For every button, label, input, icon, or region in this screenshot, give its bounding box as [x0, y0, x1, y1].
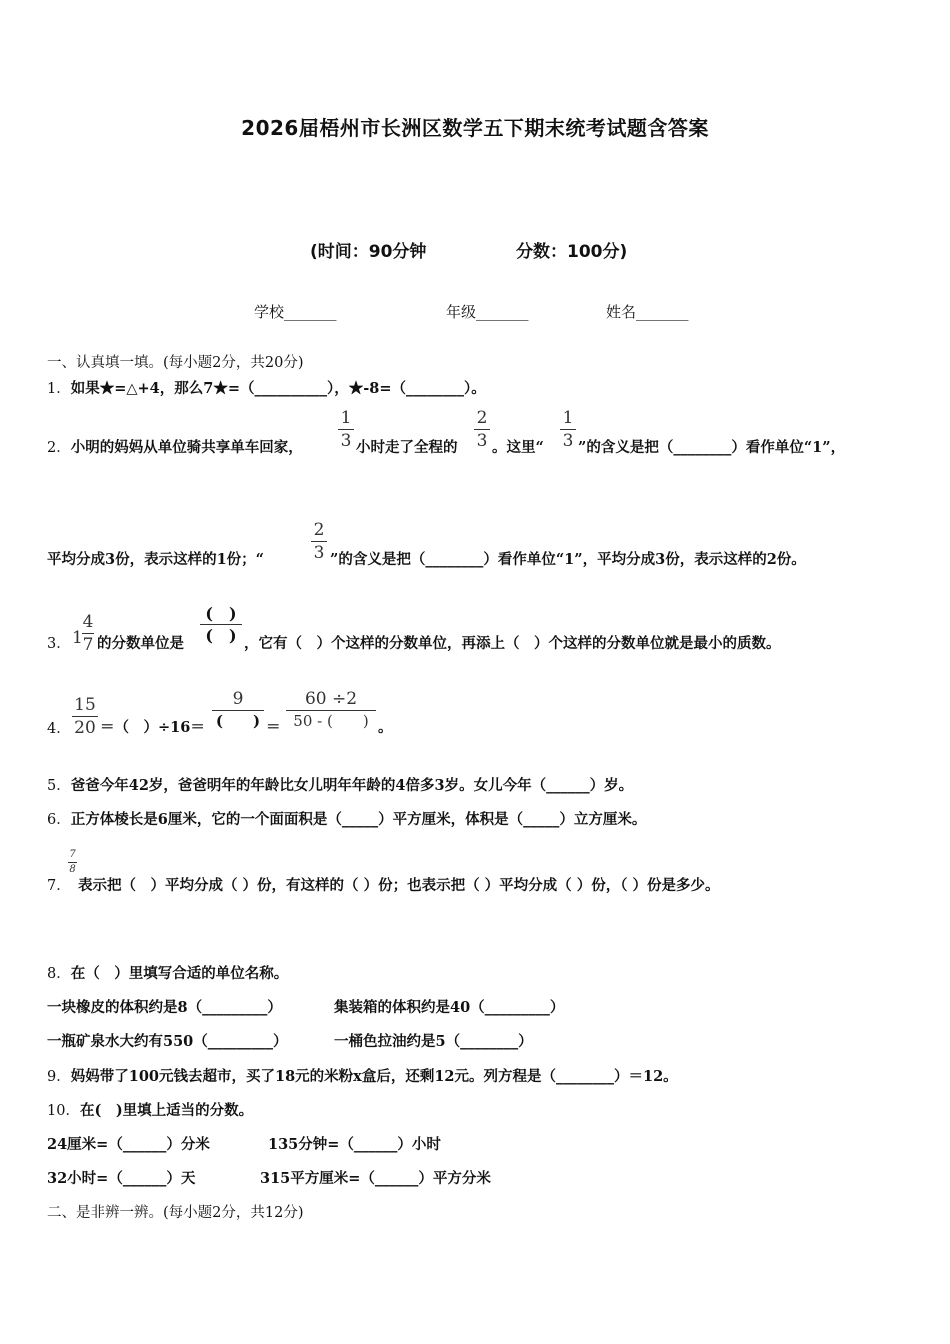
fraction-numerator: 60 ÷2 — [304, 689, 358, 709]
name-field[interactable]: 姓名_______ — [606, 303, 689, 321]
fraction-unit-blank[interactable] — [200, 604, 242, 645]
fraction-bar — [82, 633, 94, 634]
fraction-denominator: 3 — [476, 431, 488, 452]
denominator-blank[interactable]: ( ) — [215, 712, 261, 731]
question-2 — [47, 436, 303, 457]
denominator-blank[interactable]: ( ) — [205, 626, 237, 646]
question-text: 在（ ）里填写合适的单位名称。 — [70, 965, 289, 982]
fraction-denominator: 3 — [313, 543, 325, 564]
fraction-denominator: 8 — [69, 864, 76, 875]
fraction-bar — [474, 429, 490, 430]
question-2-text-4: ”的含义是把（________）看作单位“1”， — [578, 439, 846, 456]
question-4-text-3: 。 — [378, 719, 393, 736]
question-3-text-1: 的分数单位是 — [97, 635, 184, 652]
question-8-item-d: 一桶色拉油约是5（________） — [334, 1033, 533, 1050]
question-number: 7． — [47, 878, 71, 894]
numerator-blank[interactable]: ( ) — [205, 604, 237, 623]
school-field[interactable]: 学校_______ — [254, 303, 337, 321]
question-text: 正方体棱长是6厘米，它的一个面面积是（_____）平方厘米，体积是（_____）立方厘米。 — [70, 811, 647, 828]
question-3 — [47, 632, 71, 653]
question-1 — [47, 377, 486, 398]
question-number: 4． — [47, 721, 71, 737]
section-2-heading: 二、是非辨一辨。(每小题2分，共12分) — [47, 1205, 304, 1221]
fraction-numerator: 1 — [562, 408, 574, 428]
question-10-item-d: 315平方厘米=（______）平方分米 — [260, 1170, 491, 1187]
question-number: 10． — [47, 1103, 80, 1119]
fraction-denominator: 20 — [74, 718, 96, 739]
question-8-item-b: 集装箱的体积约是40（_________） — [334, 999, 565, 1016]
fraction-numerator: 9 — [232, 689, 244, 709]
question-2-text-5: 平均分成3份，表示这样的1份；“ — [47, 551, 265, 568]
question-number: 1． — [47, 381, 71, 397]
question-10-item-c: 32小时=（______）天 — [47, 1170, 196, 1187]
fraction-bar — [72, 716, 98, 717]
question-8-item-a: 一块橡皮的体积约是8（_________） — [47, 999, 282, 1016]
fraction-numerator: 2 — [313, 520, 325, 540]
fraction-numerator: 7 — [69, 849, 76, 860]
question-10 — [47, 1099, 253, 1120]
question-number: 9． — [47, 1069, 71, 1085]
fraction-nine-over-blank[interactable] — [212, 689, 264, 730]
fraction-bar — [560, 429, 576, 430]
question-number: 3． — [47, 636, 71, 652]
question-text: 妈妈带了100元钱去超市，买了18元的米粉x盒后，还剩12元。列方程是（________）＝12。 — [70, 1068, 678, 1085]
question-number: 8． — [47, 966, 71, 982]
document-title: 2026届梧州市长洲区数学五下期末统考试题含答案 — [241, 116, 709, 140]
question-2-text-6: ”的含义是把（________）看作单位“1”，平均分成3份，表示这样的2份。 — [330, 551, 806, 568]
question-10-item-a: 24厘米=（______）分米 — [47, 1136, 210, 1153]
fraction-bar — [286, 710, 376, 711]
question-text: 爸爸今年42岁，爸爸明年的年龄比女儿明年年龄的4倍多3岁。女儿今年（______）岁。 — [70, 777, 634, 794]
question-8-item-c: 一瓶矿泉水大约有550（_________） — [47, 1033, 288, 1050]
question-5 — [47, 774, 633, 795]
fraction-fifteen-twentieths — [72, 695, 98, 739]
question-text: 在( )里填上适当的分数。 — [79, 1102, 254, 1119]
fraction-denominator: 3 — [562, 431, 574, 452]
question-2-text-3: 。这里“ — [492, 439, 544, 456]
question-9 — [47, 1065, 678, 1086]
question-7-text: 表示把（ ）平均分成（ ）份，有这样的（ ）份；也表示把（ ）平均分成（ ）份，（ ）份是多少。 — [78, 877, 720, 894]
fraction-numerator: 15 — [74, 695, 96, 715]
fraction-bar — [338, 429, 354, 430]
mixed-number-whole: 1 — [72, 628, 83, 648]
denominator-blank[interactable]: 50 - ( ) — [293, 712, 369, 731]
fraction-denominator: 7 — [82, 635, 94, 656]
question-4 — [47, 717, 71, 738]
grade-field[interactable]: 年级_______ — [446, 303, 529, 321]
question-10-item-b: 135分钟=（______）小时 — [268, 1136, 441, 1153]
question-text: 小明的妈妈从单位骑共享单车回家， — [70, 439, 303, 456]
fraction-bar — [200, 624, 242, 625]
question-7 — [47, 874, 71, 895]
question-4-text-2: ＝ — [266, 719, 281, 736]
fraction-numerator: 1 — [340, 408, 352, 428]
fraction-one-third — [560, 408, 576, 452]
fraction-bar — [311, 541, 327, 542]
fraction-denominator: 3 — [340, 431, 352, 452]
question-text: 如果★=△+4，那么7★=（__________），★-8=（________）。 — [70, 380, 486, 397]
question-3-text-2: ，它有（ ）个这样的分数单位，再添上（ ）个这样的分数单位就是最小的质数。 — [244, 635, 781, 652]
fraction-expression[interactable] — [286, 689, 376, 730]
fraction-two-thirds — [311, 520, 327, 564]
question-8 — [47, 962, 288, 983]
question-2-text-2: 小时走了全程的 — [356, 439, 458, 456]
fraction-numerator: 4 — [82, 612, 94, 632]
fraction-one-third — [338, 408, 354, 452]
fraction-numerator: 2 — [476, 408, 488, 428]
question-number: 5． — [47, 778, 71, 794]
question-4-text-1: ＝（ ）÷16＝ — [100, 719, 205, 736]
question-number: 6． — [47, 812, 71, 828]
fraction-two-thirds — [474, 408, 490, 452]
fraction-four-sevenths — [82, 612, 94, 656]
fraction-bar — [68, 862, 77, 863]
fraction-seven-eighths — [68, 849, 77, 876]
question-6 — [47, 808, 646, 829]
exam-time: (时间：90分钟 — [310, 242, 427, 262]
section-1-heading: 一、认真填一填。(每小题2分，共20分) — [47, 355, 304, 371]
exam-score: 分数：100分) — [516, 242, 628, 262]
fraction-bar — [212, 710, 264, 711]
question-number: 2． — [47, 440, 71, 456]
